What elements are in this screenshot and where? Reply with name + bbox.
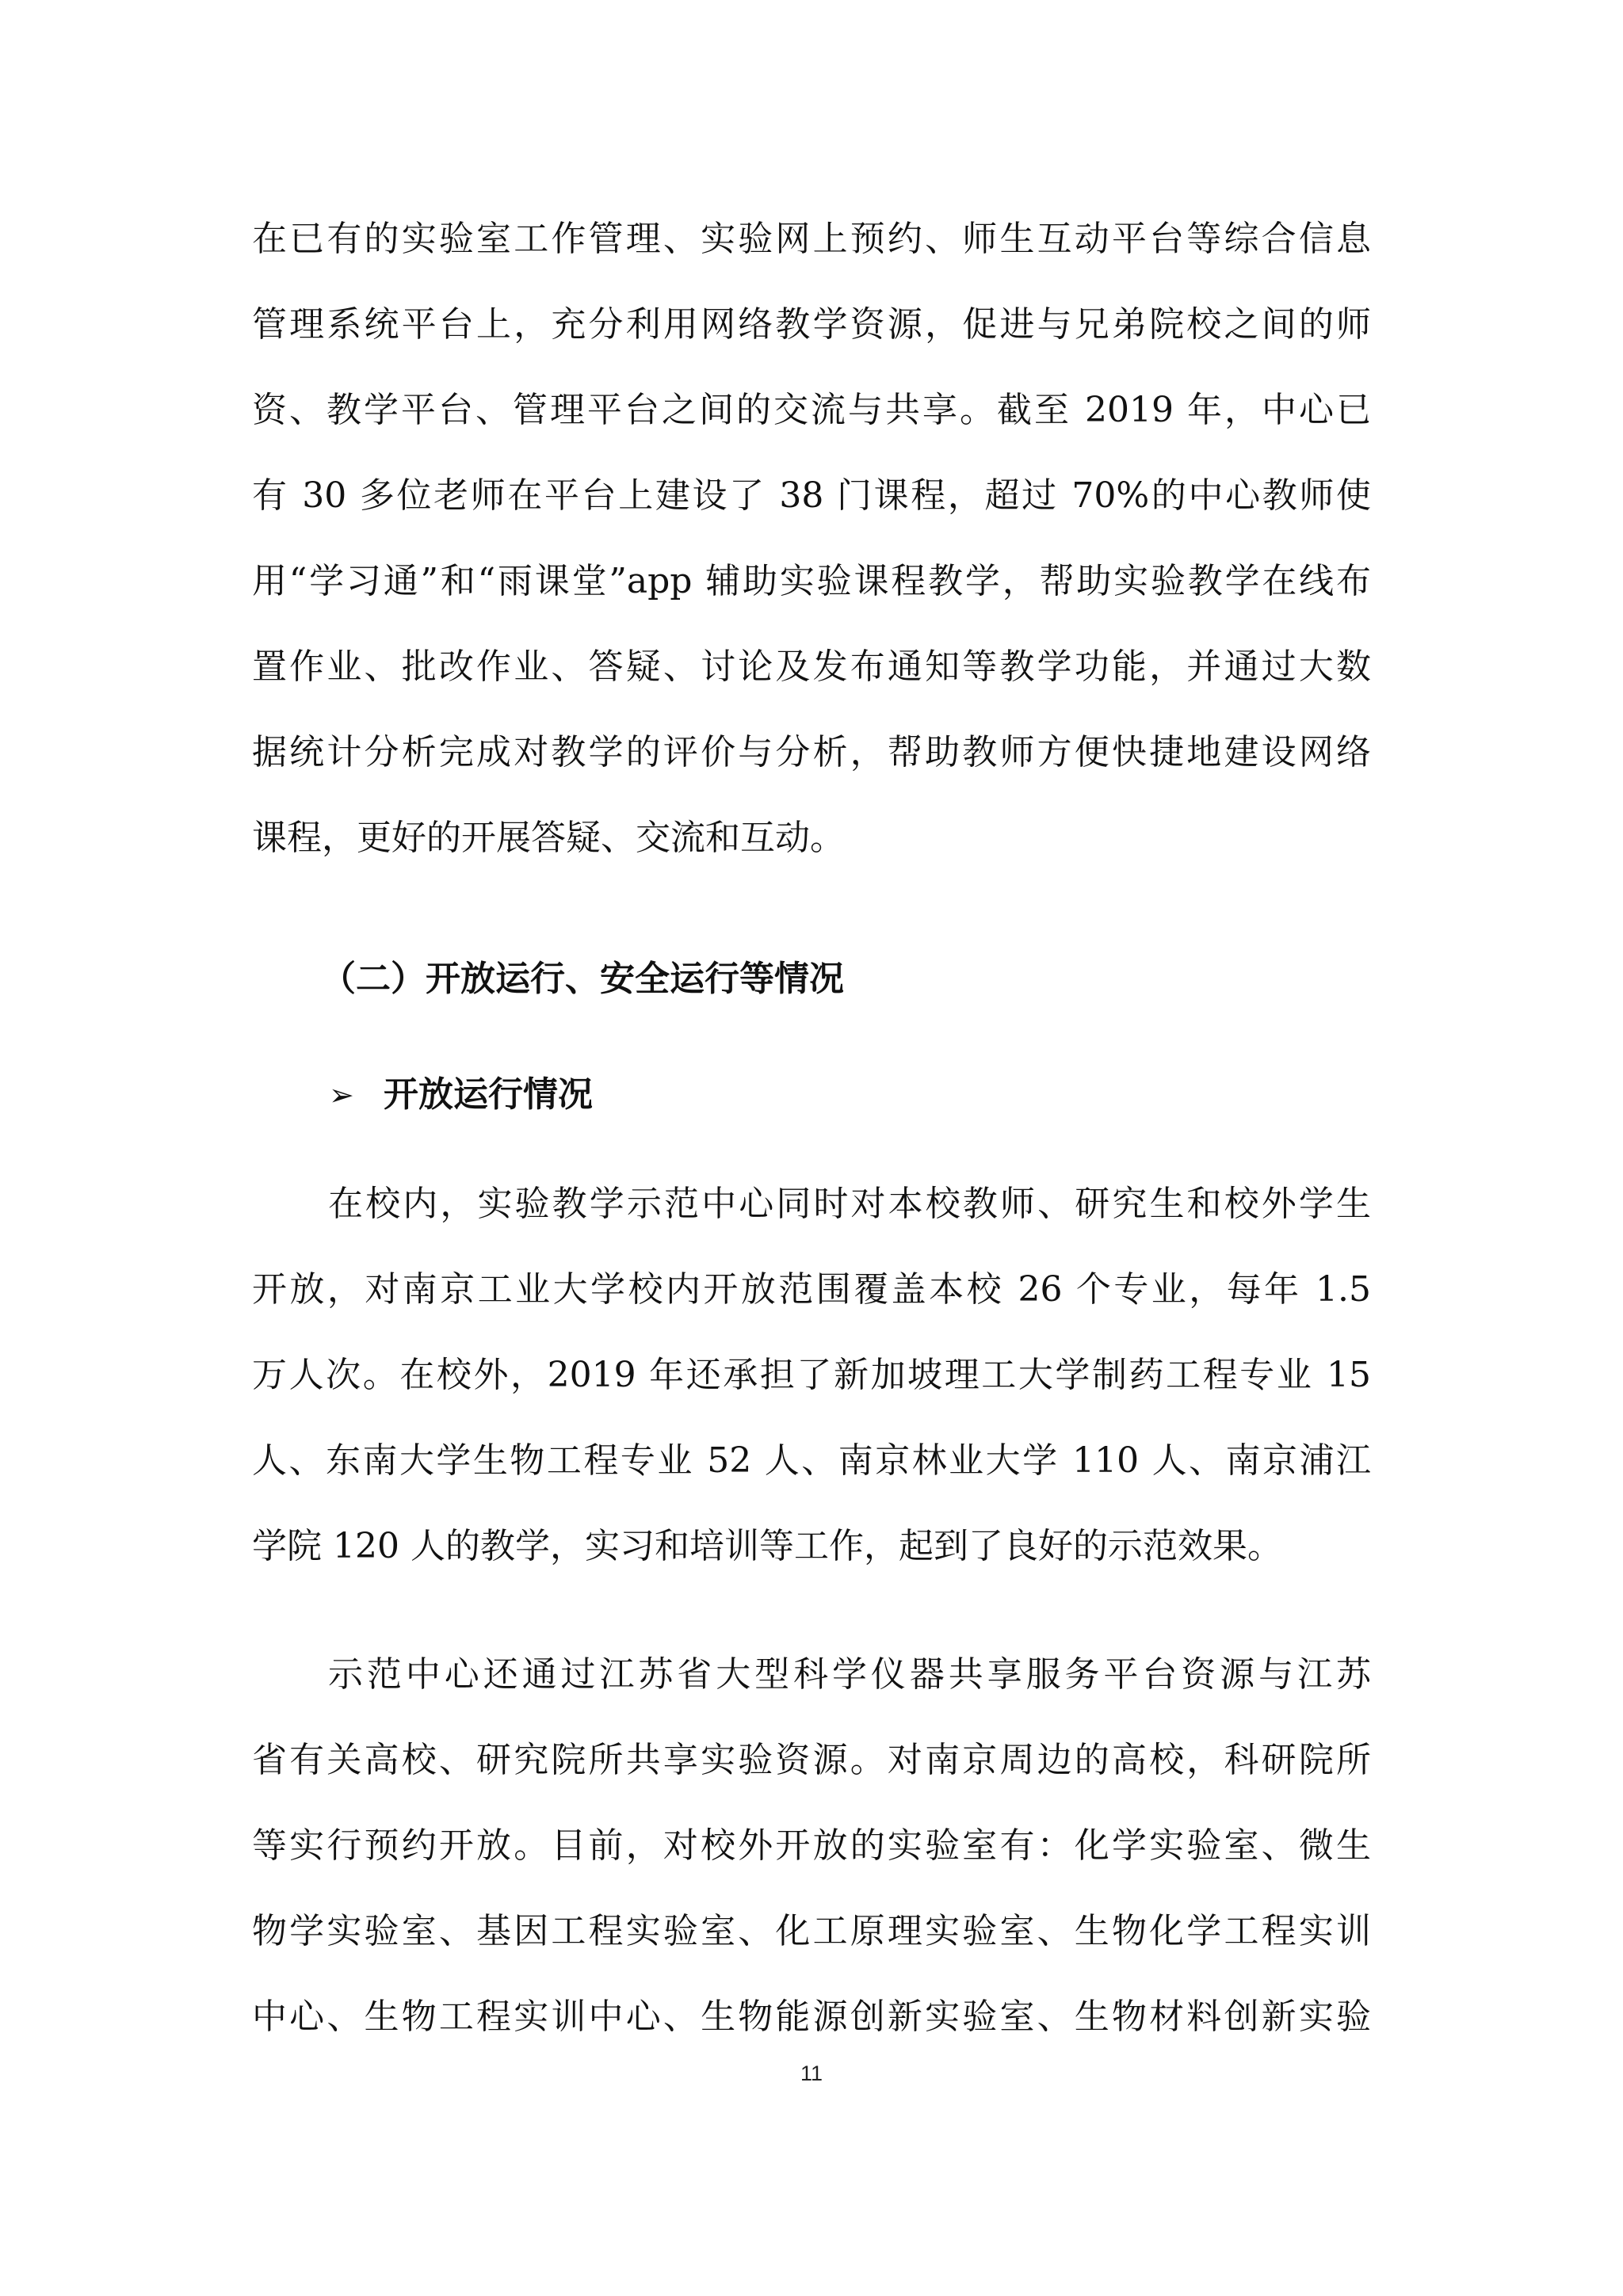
paragraph1-line-3: 资、教学平台、管理平台之间的交流与共享。截至 2019 年，中心已	[252, 390, 1371, 430]
paragraph3-line-2: 省有关高校、研究院所共享实验资源。对南京周边的高校，科研院所	[252, 1740, 1371, 1780]
paragraph2-line-5: 学院 120 人的教学，实习和培训等工作，起到了良好的示范效果。	[252, 1526, 1282, 1566]
paragraph3-line-5: 中心、生物工程实训中心、生物能源创新实验室、生物材料创新实验	[252, 1997, 1371, 2037]
paragraph1-line-5: 用“学习通”和“雨课堂”app 辅助实验课程教学，帮助实验教学在线布	[252, 561, 1371, 601]
arrow-bullet-icon: ➢	[329, 1077, 354, 1112]
paragraph3-line-1: 示范中心还通过江苏省大型科学仪器共享服务平台资源与江苏	[328, 1654, 1371, 1695]
paragraph1-line-1: 在已有的实验室工作管理、实验网上预约、师生互动平台等综合信息	[252, 219, 1371, 259]
subheading: 开放运行情况	[384, 1074, 593, 1115]
paragraph2-line-3: 万人次。在校外，2019 年还承担了新加坡理工大学制药工程专业 15	[252, 1355, 1371, 1395]
paragraph1-line-6: 置作业、批改作业、答疑、讨论及发布通知等教学功能，并通过大数	[252, 646, 1371, 687]
paragraph1-line-8: 课程，更好的开展答疑、交流和互动。	[252, 818, 845, 858]
paragraph2-line-2: 开放，对南京工业大学校内开放范围覆盖本校 26 个专业，每年 1.5	[252, 1269, 1371, 1310]
page-number: 11	[800, 2061, 823, 2085]
paragraph1-line-4: 有 30 多位老师在平台上建设了 38 门课程，超过 70%的中心教师使	[252, 475, 1371, 516]
paragraph2-line-1: 在校内，实验教学示范中心同时对本校教师、研究生和校外学生	[328, 1184, 1371, 1224]
paragraph3-line-4: 物学实验室、基因工程实验室、化工原理实验室、生物化学工程实训	[252, 1911, 1371, 1951]
paragraph1-line-2: 管理系统平台上，充分利用网络教学资源，促进与兄弟院校之间的师	[252, 304, 1371, 345]
paragraph1-line-7: 据统计分析完成对教学的评价与分析，帮助教师方便快捷地建设网络	[252, 732, 1371, 772]
paragraph2-line-4: 人、东南大学生物工程专业 52 人、南京林业大学 110 人、南京浦江	[252, 1440, 1371, 1481]
paragraph3-line-3: 等实行预约开放。目前，对校外开放的实验室有：化学实验室、微生	[252, 1825, 1371, 1866]
section-heading: （二）开放运行、安全运行等情况	[321, 959, 844, 999]
